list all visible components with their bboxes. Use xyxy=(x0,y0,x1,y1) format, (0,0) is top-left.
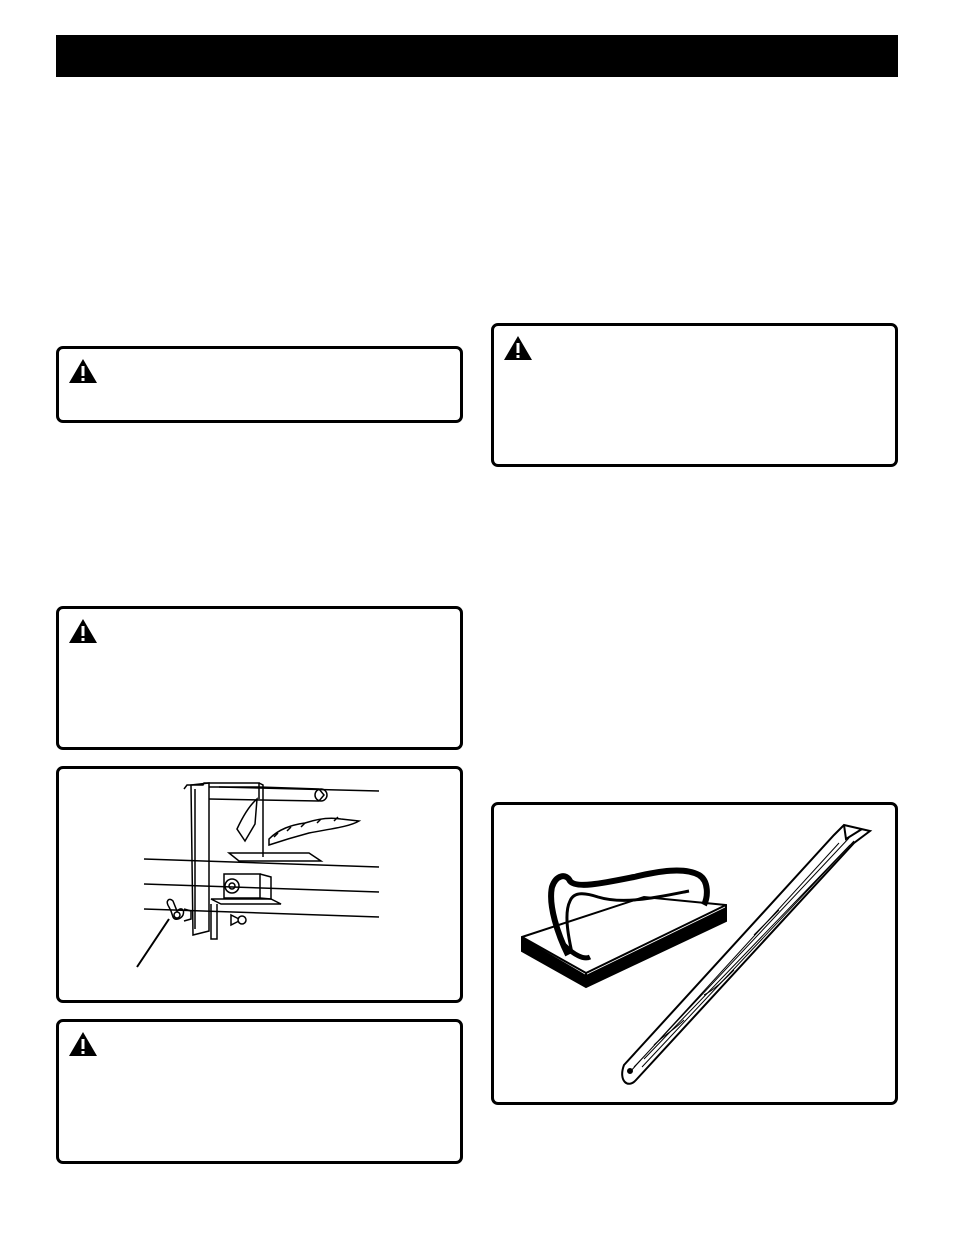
anti-kickback-pawl-figure xyxy=(56,766,463,1003)
saw-blade-guard-illustration xyxy=(59,769,460,1000)
warning-triangle-icon xyxy=(68,1031,98,1057)
push-block-and-push-stick-figure xyxy=(491,802,898,1105)
warning-triangle-icon xyxy=(503,335,533,361)
warning-box-4 xyxy=(491,323,898,467)
warning-triangle-icon xyxy=(68,358,98,384)
push-block-and-push-stick-illustration xyxy=(494,805,895,1102)
warning-box-2 xyxy=(56,606,463,750)
header-bar xyxy=(56,35,898,77)
warning-triangle-icon xyxy=(68,618,98,644)
warning-box-3 xyxy=(56,1019,463,1164)
warning-box-1 xyxy=(56,346,463,423)
